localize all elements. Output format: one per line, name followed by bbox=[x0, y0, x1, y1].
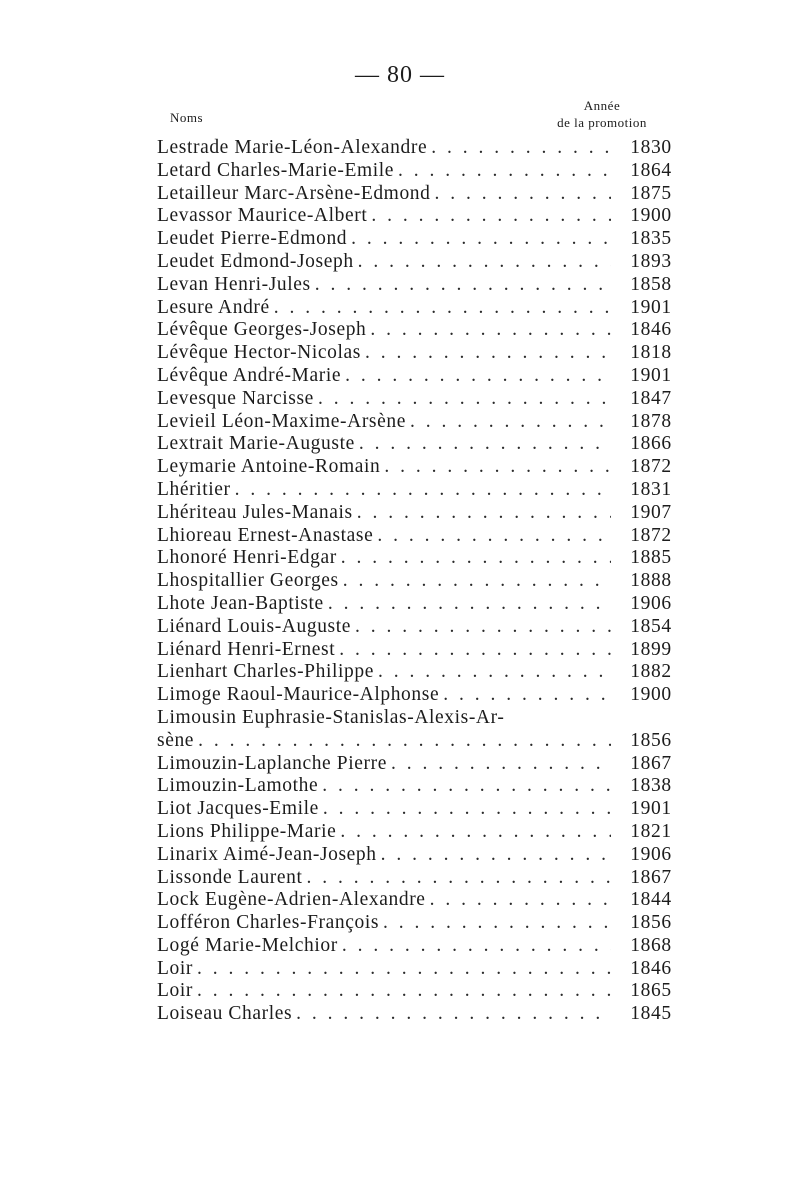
dot-leader bbox=[339, 639, 611, 661]
entry-year: 1847 bbox=[630, 387, 672, 409]
list-item bbox=[157, 684, 687, 707]
entry-year: 1846 bbox=[630, 957, 672, 979]
list-item bbox=[157, 570, 687, 593]
entry-year: 1906 bbox=[630, 592, 672, 614]
dot-leader bbox=[355, 616, 611, 638]
list-item bbox=[157, 958, 687, 981]
list-item bbox=[157, 821, 687, 844]
entry-name: Loir bbox=[157, 957, 193, 979]
entry-name: Loiseau Charles bbox=[157, 1003, 293, 1025]
entry-name: Limouzin-Lamothe bbox=[157, 775, 319, 797]
entry-year: 1830 bbox=[630, 137, 672, 158]
list-item bbox=[157, 889, 687, 912]
dot-leader bbox=[307, 867, 611, 889]
dot-leader bbox=[351, 228, 611, 250]
entry-name: Limoge Raoul-Maurice-Alphonse bbox=[157, 684, 440, 706]
entry-year: 1844 bbox=[630, 889, 672, 911]
entry-year: 1901 bbox=[630, 296, 672, 318]
list-item bbox=[157, 707, 687, 730]
dot-leader bbox=[410, 411, 611, 433]
entry-year: 1872 bbox=[630, 456, 672, 478]
list-item bbox=[157, 867, 687, 890]
list-item bbox=[157, 456, 687, 479]
dot-leader bbox=[358, 251, 611, 273]
entry-year: 1856 bbox=[630, 729, 672, 751]
list-item bbox=[157, 388, 687, 411]
entry-name: Liot Jacques-Emile bbox=[157, 798, 319, 820]
list-item bbox=[157, 912, 687, 935]
entry-year: 1865 bbox=[630, 980, 672, 1002]
entry-year: 1888 bbox=[630, 570, 672, 592]
list-item bbox=[157, 205, 687, 228]
entry-name: Logé Marie-Melchior bbox=[157, 934, 338, 956]
entry-name: Levesque Narcisse bbox=[157, 387, 314, 409]
list-item bbox=[157, 365, 687, 388]
dot-leader bbox=[378, 661, 611, 683]
entry-name: Lhériteau Jules-Manais bbox=[157, 501, 353, 523]
entry-year: 1818 bbox=[630, 342, 672, 364]
dot-leader bbox=[435, 183, 612, 205]
entry-name: Linarix Aimé-Jean-Joseph bbox=[157, 843, 377, 865]
list-item bbox=[157, 479, 687, 502]
dot-leader bbox=[377, 525, 611, 547]
entry-year: 1885 bbox=[630, 547, 672, 569]
dot-leader bbox=[198, 730, 611, 752]
entry-year: 1867 bbox=[630, 866, 672, 888]
dot-leader bbox=[357, 502, 611, 524]
entry-name: Loir bbox=[157, 980, 193, 1002]
entry-year: 1875 bbox=[630, 182, 672, 204]
dot-leader bbox=[443, 684, 611, 706]
entry-year: 1846 bbox=[630, 319, 672, 341]
list-item bbox=[157, 935, 687, 958]
list-item bbox=[157, 228, 687, 251]
entry-name: sène bbox=[157, 729, 195, 751]
dot-leader bbox=[235, 479, 611, 501]
entry-name: Leudet Edmond-Joseph bbox=[157, 250, 354, 272]
entry-year: 1838 bbox=[630, 775, 672, 797]
entry-name: Letard Charles-Marie-Emile bbox=[157, 159, 395, 181]
dot-leader bbox=[381, 844, 611, 866]
entry-name: Lienhart Charles-Philippe bbox=[157, 661, 374, 683]
entry-name: Lextrait Marie-Auguste bbox=[157, 433, 355, 455]
entry-name: Lesure André bbox=[157, 296, 270, 318]
list-item bbox=[157, 844, 687, 867]
list-item bbox=[157, 1003, 687, 1026]
dot-leader bbox=[274, 297, 611, 319]
entry-year: 1899 bbox=[630, 638, 672, 660]
dot-leader bbox=[197, 958, 611, 980]
entry-name: Lévêque André-Marie bbox=[157, 364, 342, 386]
list-item bbox=[157, 639, 687, 662]
dot-leader bbox=[197, 980, 611, 1002]
entry-name: Lévêque Hector-Nicolas bbox=[157, 342, 361, 364]
entry-year: 1831 bbox=[630, 478, 672, 500]
dot-leader bbox=[315, 274, 611, 296]
entry-year: 1907 bbox=[630, 501, 672, 523]
dot-leader bbox=[391, 753, 611, 775]
dot-leader bbox=[430, 889, 611, 911]
dot-leader bbox=[371, 205, 611, 227]
entry-year: 1867 bbox=[630, 752, 672, 774]
entry-year: 1858 bbox=[630, 273, 672, 295]
entry-name: Letailleur Marc-Arsène-Edmond bbox=[157, 182, 431, 204]
entry-year: 1893 bbox=[630, 250, 672, 272]
entry-name: Lhote Jean-Baptiste bbox=[157, 592, 324, 614]
entry-year: 1901 bbox=[630, 798, 672, 820]
column-header-annee-line2: de la promotion bbox=[557, 115, 647, 130]
list-item bbox=[157, 661, 687, 684]
entry-year: 1864 bbox=[630, 159, 672, 181]
entry-name: Liénard Louis-Auguste bbox=[157, 615, 352, 637]
list-item bbox=[157, 616, 687, 639]
dot-leader bbox=[328, 593, 611, 615]
entry-year: 1906 bbox=[630, 843, 672, 865]
column-header-noms: Noms bbox=[170, 110, 204, 125]
dot-leader bbox=[384, 456, 611, 478]
list-item bbox=[157, 433, 687, 456]
entry-name: Liénard Henri-Ernest bbox=[157, 638, 336, 660]
entries-list bbox=[157, 137, 687, 1026]
entry-name: Levassor Maurice-Albert bbox=[157, 205, 368, 227]
entry-name: Levan Henri-Jules bbox=[157, 273, 311, 295]
entry-name: Lions Philippe-Marie bbox=[157, 820, 337, 842]
list-item bbox=[157, 798, 687, 821]
entry-name: Lock Eugène-Adrien-Alexandre bbox=[157, 889, 426, 911]
list-item bbox=[157, 980, 687, 1003]
column-header-annee-line1: Année bbox=[583, 98, 621, 113]
dot-leader bbox=[345, 365, 611, 387]
dot-leader bbox=[340, 821, 611, 843]
list-item bbox=[157, 525, 687, 548]
list-item bbox=[157, 297, 687, 320]
entry-name: Limouzin-Laplanche Pierre bbox=[157, 752, 387, 774]
dot-leader bbox=[318, 388, 611, 410]
dot-leader bbox=[322, 775, 611, 797]
list-item bbox=[157, 775, 687, 798]
dot-leader bbox=[383, 912, 611, 934]
entry-name: Lhioreau Ernest-Anastase bbox=[157, 524, 374, 546]
entry-year: 1845 bbox=[630, 1003, 672, 1025]
entry-year: 1868 bbox=[630, 934, 672, 956]
list-item bbox=[157, 502, 687, 525]
dot-leader bbox=[296, 1003, 611, 1025]
list-item bbox=[157, 183, 687, 206]
entry-year: 1882 bbox=[630, 661, 672, 683]
entry-name: Leymarie Antoine-Romain bbox=[157, 456, 381, 478]
entry-name: Lissonde Laurent bbox=[157, 866, 303, 888]
list-item bbox=[157, 251, 687, 274]
list-item bbox=[157, 274, 687, 297]
dot-leader bbox=[343, 570, 611, 592]
entry-name: Levieil Léon-Maxime-Arsène bbox=[157, 410, 406, 432]
dot-leader bbox=[342, 935, 611, 957]
dot-leader bbox=[359, 433, 611, 455]
dot-leader bbox=[323, 798, 611, 820]
entry-year: 1835 bbox=[630, 228, 672, 250]
entry-year: 1866 bbox=[630, 433, 672, 455]
entry-year: 1900 bbox=[630, 205, 672, 227]
entry-name: Lestrade Marie-Léon-Alexandre bbox=[157, 137, 428, 158]
page-number: — 80 — bbox=[355, 62, 445, 88]
entry-year: 1901 bbox=[630, 364, 672, 386]
entry-name: Lhonoré Henri-Edgar bbox=[157, 547, 337, 569]
entry-name: Limousin Euphrasie-Stanislas-Alexis-Ar- bbox=[157, 706, 505, 728]
dot-leader bbox=[398, 160, 611, 182]
entry-name: Lhospitallier Georges bbox=[157, 570, 339, 592]
list-item bbox=[157, 319, 687, 342]
entry-year: 1900 bbox=[630, 684, 672, 706]
dot-leader bbox=[370, 319, 611, 341]
dot-leader bbox=[341, 547, 611, 569]
list-item bbox=[157, 160, 687, 183]
entry-year: 1872 bbox=[630, 524, 672, 546]
entry-name: Lévêque Georges-Joseph bbox=[157, 319, 367, 341]
list-item bbox=[157, 753, 687, 776]
column-header-annee bbox=[522, 97, 682, 131]
list-item bbox=[157, 547, 687, 570]
list-item bbox=[157, 411, 687, 434]
entry-year: 1856 bbox=[630, 912, 672, 934]
entry-name: Leudet Pierre-Edmond bbox=[157, 228, 348, 250]
entry-name: Lhéritier bbox=[157, 478, 231, 500]
entry-name: Lofféron Charles-François bbox=[157, 912, 380, 934]
list-item bbox=[157, 730, 687, 753]
dot-leader bbox=[365, 342, 611, 364]
entry-year: 1821 bbox=[630, 820, 672, 842]
entry-year: 1878 bbox=[630, 410, 672, 432]
list-item bbox=[157, 137, 687, 160]
list-item bbox=[157, 593, 687, 616]
dot-leader bbox=[431, 137, 611, 159]
list-item bbox=[157, 342, 687, 365]
entry-year: 1854 bbox=[630, 615, 672, 637]
